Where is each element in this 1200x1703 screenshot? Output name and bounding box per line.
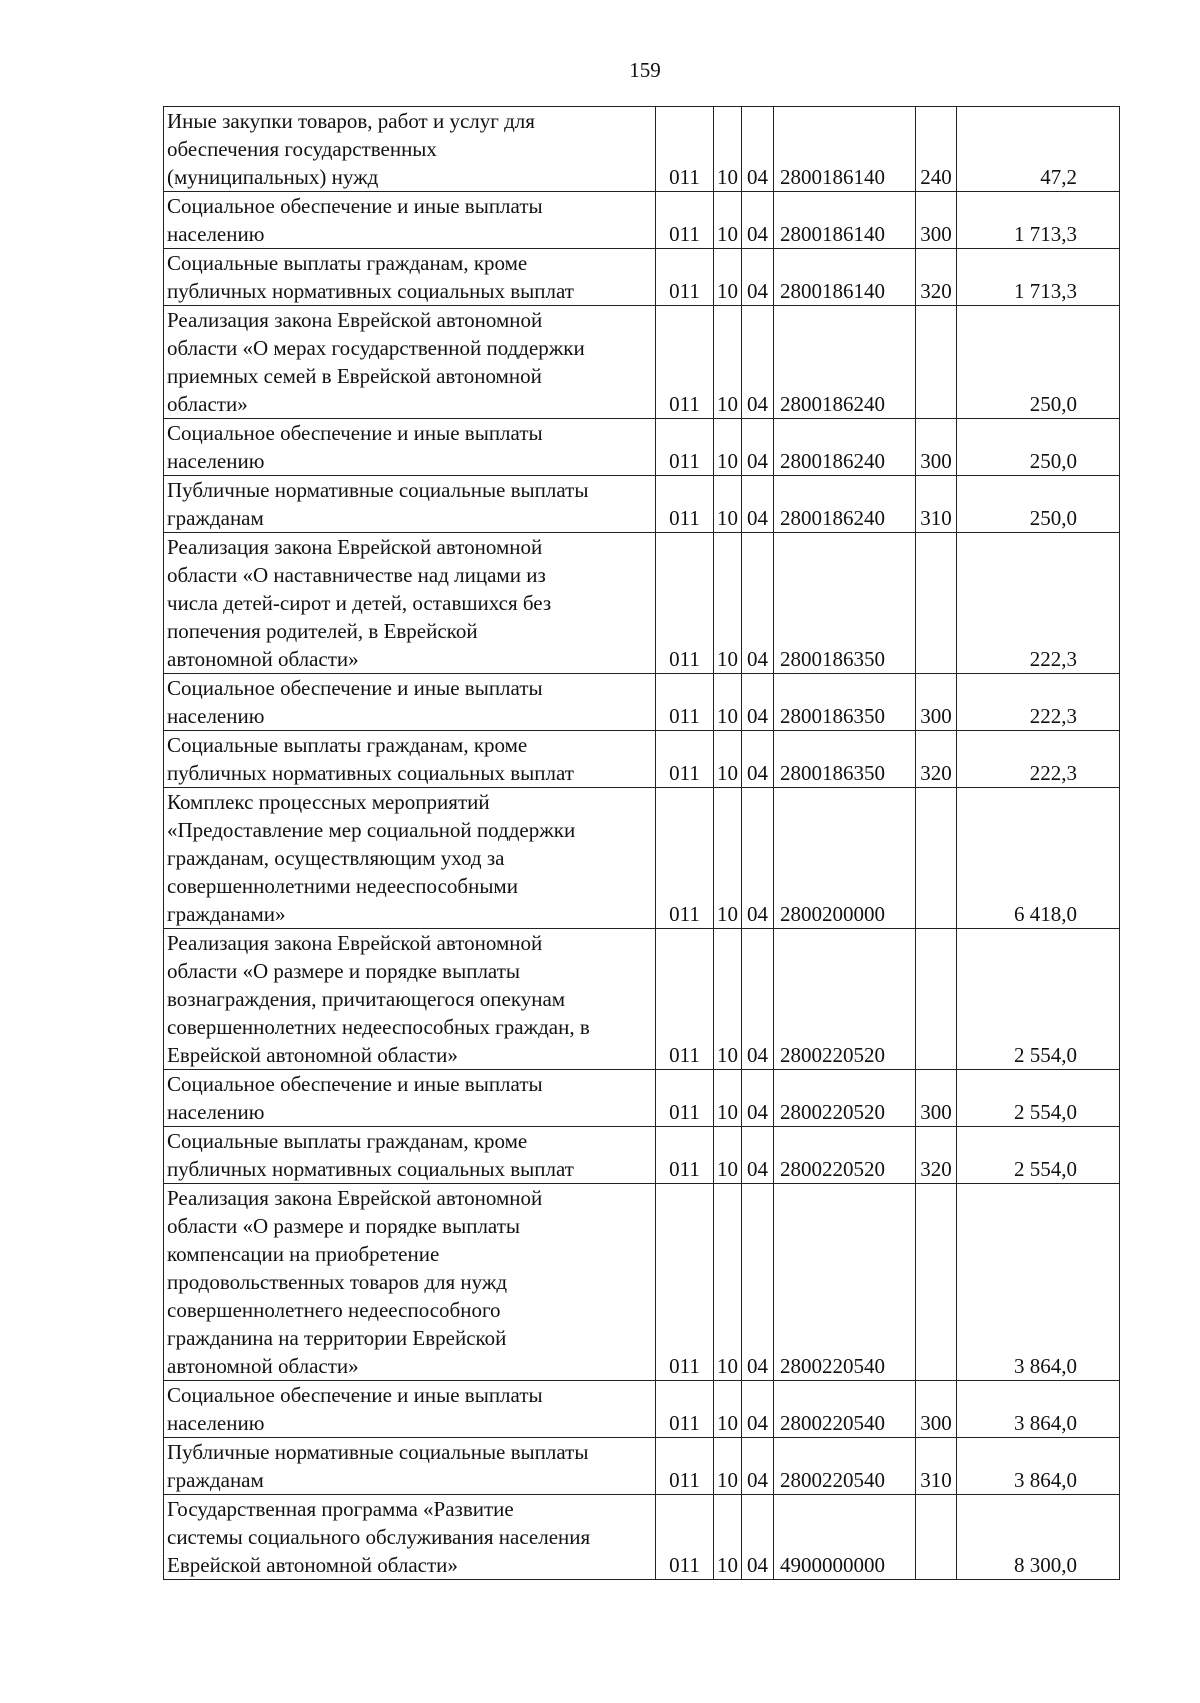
table-row	[164, 1438, 1120, 1495]
row-target-code: 4900000000	[774, 1495, 916, 1580]
row-section-code: 10	[714, 533, 742, 674]
row-amount: 1 713,3	[957, 192, 1120, 249]
row-amount: 250,0	[957, 476, 1120, 533]
row-target-code: 2800220540	[774, 1184, 916, 1381]
table-row	[164, 107, 1120, 192]
row-section-code: 10	[714, 788, 742, 929]
row-expense-type: 320	[916, 1127, 957, 1184]
table-row	[164, 476, 1120, 533]
row-subsection-code: 04	[742, 731, 774, 788]
row-section-code: 10	[714, 107, 742, 192]
row-admin-code: 011	[656, 1495, 714, 1580]
row-expense-type	[916, 533, 957, 674]
row-admin-code: 011	[656, 788, 714, 929]
row-name: Социальное обеспечение и иные выплаты населению	[164, 419, 656, 476]
row-section-code: 10	[714, 929, 742, 1070]
row-admin-code: 011	[656, 1184, 714, 1381]
row-admin-code: 011	[656, 419, 714, 476]
row-name: Социальное обеспечение и иные выплаты населению	[164, 1381, 656, 1438]
row-section-code: 10	[714, 1381, 742, 1438]
table-row	[164, 1127, 1120, 1184]
row-name: Публичные нормативные социальные выплаты гражданам	[164, 1438, 656, 1495]
row-section-code: 10	[714, 674, 742, 731]
table-row	[164, 419, 1120, 476]
row-amount: 2 554,0	[957, 929, 1120, 1070]
row-target-code: 2800220540	[774, 1381, 916, 1438]
row-subsection-code: 04	[742, 674, 774, 731]
row-name: Социальное обеспечение и иные выплаты населению	[164, 674, 656, 731]
row-name: Социальные выплаты гражданам, кроме публичных нормативных социальных выплат	[164, 249, 656, 306]
row-target-code: 2800200000	[774, 788, 916, 929]
row-section-code: 10	[714, 1495, 742, 1580]
row-amount: 2 554,0	[957, 1070, 1120, 1127]
row-admin-code: 011	[656, 1127, 714, 1184]
row-amount: 3 864,0	[957, 1438, 1120, 1495]
row-target-code: 2800220520	[774, 1070, 916, 1127]
row-name: Комплекс процессных мероприятий «Предоставление мер социальной поддержки гражданам, осуществляющим уход за совершеннолетними недееспособными гражданами»	[164, 788, 656, 929]
row-target-code: 2800186350	[774, 674, 916, 731]
row-amount: 3 864,0	[957, 1381, 1120, 1438]
row-section-code: 10	[714, 476, 742, 533]
row-target-code: 2800186140	[774, 192, 916, 249]
row-expense-type: 310	[916, 1438, 957, 1495]
row-subsection-code: 04	[742, 1184, 774, 1381]
row-expense-type	[916, 788, 957, 929]
row-expense-type	[916, 306, 957, 419]
row-name: Государственная программа «Развитие системы социального обслуживания населения Еврейской автономной области»	[164, 1495, 656, 1580]
row-section-code: 10	[714, 249, 742, 306]
row-target-code: 2800220540	[774, 1438, 916, 1495]
row-admin-code: 011	[656, 1381, 714, 1438]
row-subsection-code: 04	[742, 192, 774, 249]
row-expense-type	[916, 1495, 957, 1580]
row-name: Реализация закона Еврейской автономной области «О размере и порядке выплаты компенсации на приобретение продовольственных товаров для нужд совершеннолетнего недееспособного гражданина на территории Еврейской автономной области»	[164, 1184, 656, 1381]
row-section-code: 10	[714, 192, 742, 249]
row-expense-type	[916, 929, 957, 1070]
table-row	[164, 1495, 1120, 1580]
row-name: Публичные нормативные социальные выплаты гражданам	[164, 476, 656, 533]
row-subsection-code: 04	[742, 1381, 774, 1438]
row-expense-type: 300	[916, 1381, 957, 1438]
row-target-code: 2800220520	[774, 929, 916, 1070]
table-row	[164, 1184, 1120, 1381]
row-subsection-code: 04	[742, 249, 774, 306]
row-subsection-code: 04	[742, 533, 774, 674]
row-amount: 222,3	[957, 674, 1120, 731]
page-number: 159	[629, 58, 661, 82]
row-target-code: 2800186350	[774, 533, 916, 674]
row-subsection-code: 04	[742, 929, 774, 1070]
row-expense-type: 300	[916, 419, 957, 476]
table-row	[164, 249, 1120, 306]
row-target-code: 2800186240	[774, 419, 916, 476]
table-row	[164, 788, 1120, 929]
row-expense-type: 320	[916, 249, 957, 306]
row-subsection-code: 04	[742, 1070, 774, 1127]
row-name: Реализация закона Еврейской автономной области «О размере и порядке выплаты вознаграждения, причитающегося опекунам совершеннолетних недееспособных граждан, в Еврейской автономной области»	[164, 929, 656, 1070]
row-name: Иные закупки товаров, работ и услуг для обеспечения государственных (муниципальных) нужд	[164, 107, 656, 192]
row-section-code: 10	[714, 1438, 742, 1495]
row-amount: 47,2	[957, 107, 1120, 192]
row-name: Социальное обеспечение и иные выплаты населению	[164, 1070, 656, 1127]
row-admin-code: 011	[656, 929, 714, 1070]
row-amount: 222,3	[957, 533, 1120, 674]
row-amount: 250,0	[957, 419, 1120, 476]
row-expense-type: 300	[916, 674, 957, 731]
row-name: Социальные выплаты гражданам, кроме публичных нормативных социальных выплат	[164, 731, 656, 788]
row-expense-type: 300	[916, 192, 957, 249]
table-row	[164, 674, 1120, 731]
row-subsection-code: 04	[742, 107, 774, 192]
row-amount: 1 713,3	[957, 249, 1120, 306]
table-row	[164, 533, 1120, 674]
row-expense-type: 240	[916, 107, 957, 192]
row-amount: 250,0	[957, 306, 1120, 419]
row-subsection-code: 04	[742, 476, 774, 533]
row-admin-code: 011	[656, 1070, 714, 1127]
row-admin-code: 011	[656, 249, 714, 306]
table-row	[164, 306, 1120, 419]
row-admin-code: 011	[656, 107, 714, 192]
row-admin-code: 011	[656, 674, 714, 731]
row-section-code: 10	[714, 1070, 742, 1127]
row-amount: 6 418,0	[957, 788, 1120, 929]
row-admin-code: 011	[656, 731, 714, 788]
table-body	[164, 107, 1120, 1580]
row-subsection-code: 04	[742, 306, 774, 419]
row-admin-code: 011	[656, 533, 714, 674]
row-amount: 222,3	[957, 731, 1120, 788]
row-admin-code: 011	[656, 306, 714, 419]
row-section-code: 10	[714, 731, 742, 788]
row-target-code: 2800186350	[774, 731, 916, 788]
row-amount: 2 554,0	[957, 1127, 1120, 1184]
row-subsection-code: 04	[742, 1438, 774, 1495]
row-name: Социальное обеспечение и иные выплаты населению	[164, 192, 656, 249]
table-row	[164, 731, 1120, 788]
row-subsection-code: 04	[742, 1495, 774, 1580]
row-section-code: 10	[714, 306, 742, 419]
row-subsection-code: 04	[742, 419, 774, 476]
row-amount: 8 300,0	[957, 1495, 1120, 1580]
row-expense-type: 310	[916, 476, 957, 533]
row-section-code: 10	[714, 1184, 742, 1381]
table-row	[164, 1070, 1120, 1127]
row-section-code: 10	[714, 419, 742, 476]
row-name: Социальные выплаты гражданам, кроме публичных нормативных социальных выплат	[164, 1127, 656, 1184]
row-name: Реализация закона Еврейской автономной области «О мерах государственной поддержки приемных семей в Еврейской автономной области»	[164, 306, 656, 419]
row-name: Реализация закона Еврейской автономной области «О наставничестве над лицами из числа детей-сирот и детей, оставшихся без попечения родителей, в Еврейской автономной области»	[164, 533, 656, 674]
row-target-code: 2800186140	[774, 249, 916, 306]
row-target-code: 2800220520	[774, 1127, 916, 1184]
row-target-code: 2800186240	[774, 476, 916, 533]
row-admin-code: 011	[656, 1438, 714, 1495]
row-target-code: 2800186140	[774, 107, 916, 192]
row-target-code: 2800186240	[774, 306, 916, 419]
table-row	[164, 192, 1120, 249]
row-subsection-code: 04	[742, 788, 774, 929]
row-expense-type: 320	[916, 731, 957, 788]
table-row	[164, 1381, 1120, 1438]
row-expense-type: 300	[916, 1070, 957, 1127]
table-row	[164, 929, 1120, 1070]
row-subsection-code: 04	[742, 1127, 774, 1184]
budget-table	[163, 106, 1120, 1580]
row-section-code: 10	[714, 1127, 742, 1184]
row-admin-code: 011	[656, 192, 714, 249]
row-amount: 3 864,0	[957, 1184, 1120, 1381]
row-admin-code: 011	[656, 476, 714, 533]
row-expense-type	[916, 1184, 957, 1381]
